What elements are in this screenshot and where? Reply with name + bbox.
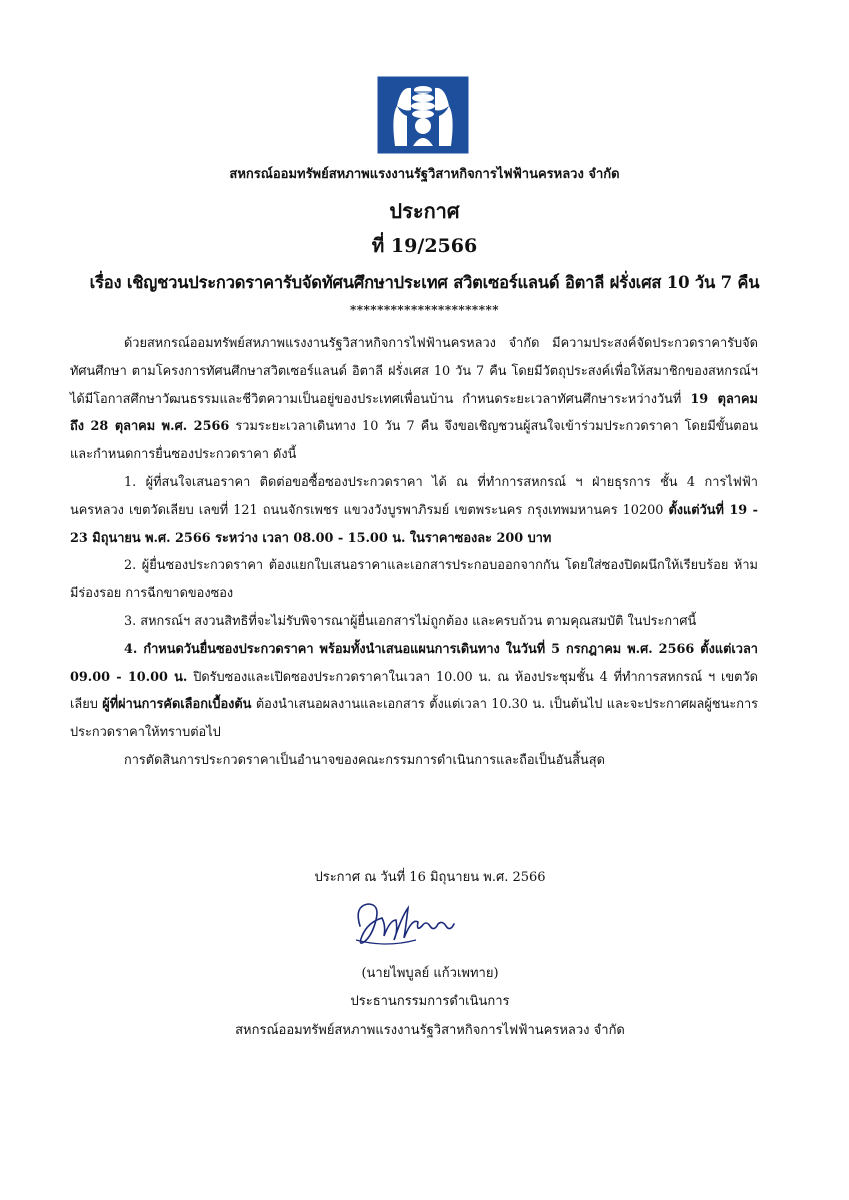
signer-name: (นายไพบูลย์ แก้วเพทาย) (361, 966, 499, 981)
announcement-heading: ประกาศ (389, 199, 460, 223)
signer-title: ประธานกรรมการดำเนินการ (350, 994, 510, 1009)
item-2: 2. ผู้ยื่นซองประกวดราคา ต้องแยกใบเสนอราคาและเอกสารประกอบออกจากกัน โดยใส่ซองปิดผนึกให้เรียบร้อย ห้ามมีร่องรอย การฉีกขาดของซอง (70, 558, 758, 602)
announcement-date: ประกาศ ณ วันที่ 16 มิถุนายน พ.ศ. 2566 (314, 870, 546, 885)
signature-icon (346, 896, 466, 956)
item-1-text: 1. ผู้ที่สนใจเสนอราคา ติดต่อขอซื้อซองประกวดราคา ได้ ณ ที่ทำการสหกรณ์ ฯ ฝ่ายธุรการ ชั้น 4 การไฟฟ้านครหลวง เขตวัดเลียบ เลขที่ 121 ถนนจักรเพชร แขวงวังบูรพาภิรมย์ เขตพระนคร กรุงเทพมหานคร 10200 (70, 474, 758, 518)
intro-text: ด้วยสหกรณ์ออมทรัพย์สหภาพแรงงานรัฐวิสาหกิจการไฟฟ้านครหลวง จำกัด มีความประสงค์จัดประกวดราคารับจัดทัศนศึกษา ตามโครงการทัศนศึกษาสวิตเซอร์แลนด์ อิตาลี ฝรั่งเศส 10 วัน 7 คืน โดยมีวัตถุประสงค์เพื่อให้สมาชิกของสหกรณ์ฯ ได้มีโอกาสศึกษาวัฒนธรรมและชีวิตความเป็นอยู่ของประเทศเพื่อนบ้าน กำหนดระยะเวลาทัศนศึกษาระหว่างวันที่ (70, 336, 758, 407)
organization-name: สหกรณ์ออมทรัพย์สหภาพแรงงานรัฐวิสาหกิจการไฟฟ้านครหลวง จำกัด (229, 167, 620, 182)
announcement-subject: เรื่อง เชิญชวนประกวดราคารับจัดทัศนศึกษาประเทศ สวิตเซอร์แลนด์ อิตาลี ฝรั่งเศส 10 วัน 7 คืน (89, 273, 760, 292)
cooperative-logo-icon (377, 76, 469, 154)
intro-dates: 19 ตุลาคม ถึง 28 ตุลาคม พ.ศ. 2566 (70, 391, 758, 435)
item-4-text-cont: ต้องนำเสนอผลงานและเอกสาร ตั้งแต่เวลา 10.30 น. เป็นต้นไป และจะประกาศผลผู้ชนะการประกวดราคาให้ทราบต่อไป (70, 697, 759, 741)
item-4-shortlist: ผู้ที่ผ่านการคัดเลือกเบื้องต้น (102, 697, 252, 713)
intro-paragraph (70, 330, 758, 469)
separator-line: ********************** (349, 303, 500, 317)
item-4-date: 4. กำหนดวันยื่นซองประกวดราคา พร้อมทั้งนำเสนอแผนการเดินทาง ในวันที่ 5 กรกฎาคม พ.ศ. 2566 ตั้งแต่เวลา 09.00 - 10.00 น. (70, 641, 758, 685)
item-1-dates: ตั้งแต่วันที่ 19 - 23 มิถุนายน พ.ศ. 2566 ระหว่าง เวลา 08.00 - 15.00 น. ในราคาซองละ 200 บาท (70, 502, 758, 546)
item-4-text: ปิดรับซองและเปิดซองประกวดราคาในเวลา 10.00 น. ณ ห้องประชุมชั้น 4 ที่ทำการสหกรณ์ ฯ เขตวัดเลียบ (70, 669, 758, 713)
item-4 (70, 636, 758, 747)
closing-paragraph: การตัดสินการประกวดราคาเป็นอำนาจของคณะกรรมการดำเนินการและถือเป็นอันสิ้นสุด (124, 752, 605, 768)
announcement-body (70, 330, 758, 775)
item-3: 3. สหกรณ์ฯ สงวนสิทธิที่จะไม่รับพิจารณาผู้ยื่นเอกสารไม่ถูกต้อง และครบถ้วน ตามคุณสมบัติ ในประกาศนี้ (124, 613, 697, 629)
announcement-number: ที่ 19/2566 (371, 235, 478, 257)
footer-organization-name: สหกรณ์ออมทรัพย์สหภาพแรงงานรัฐวิสาหกิจการไฟฟ้านครหลวง จำกัด (235, 1023, 625, 1038)
intro-text-cont: รวมระยะเวลาเดินทาง 10 วัน 7 คืน จึงขอเชิญชวนผู้สนใจเข้าร่วมประกวดราคา โดยมีขั้นตอนและกำหนดการยื่นซองประกวดราคา ดังนี้ (70, 419, 758, 463)
item-1 (70, 469, 758, 552)
